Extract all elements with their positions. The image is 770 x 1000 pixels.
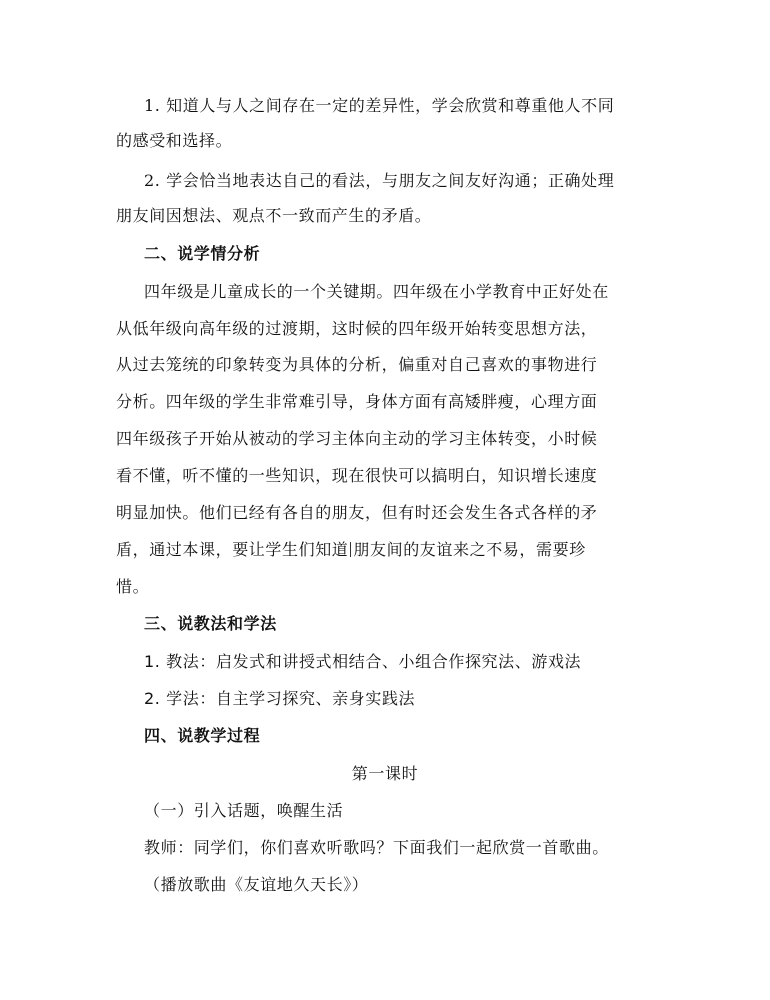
paragraph-line: 看不懂，听不懂的一些知识，现在很快可以搞明白，知识增长速度 xyxy=(116,466,598,485)
paragraph-line: 从过去笼统的印象转变为具体的分析，偏重对自己喜欢的事物进行 xyxy=(116,355,598,374)
paragraph-line: 分析。四年级的学生非常难引导，身体方面有高矮胖瘦，心理方面 xyxy=(116,392,598,411)
teaching-method-item: 1. 教法：启发式和讲授式相结合、小组合作探究法、游戏法 xyxy=(144,652,582,671)
paragraph-line: 四年级是儿童成长的一个关键期。四年级在小学教育中正好处在 xyxy=(144,282,609,301)
goal-item-2-line-1: 2. 学会恰当地表达自己的看法，与朋友之间友好沟通；正确处理 xyxy=(144,171,615,190)
paragraph-line: 从低年级向高年级的过渡期，这时候的四年级开始转变思想方法， xyxy=(116,319,598,338)
paragraph-line: 四年级孩子开始从被动的学习主体向主动的学习主体转变，小时候 xyxy=(116,429,598,448)
song-note: （播放歌曲《友谊地久天长》） xyxy=(144,875,369,894)
learning-method-item: 2. 学法：自主学习探究、亲身实践法 xyxy=(144,689,416,708)
lesson-title: 第一课时 xyxy=(351,764,419,783)
goal-item-2-line-2: 朋友间因想法、观点不一致而产生的矛盾。 xyxy=(116,206,432,225)
teacher-dialogue: 教师：同学们，你们喜欢听歌吗？下面我们一起欣赏一首歌曲。 xyxy=(144,838,609,857)
goal-item-1-line-2: 的感受和选择。 xyxy=(116,131,233,150)
paragraph-text-before-cursor: 盾，通过本课，要让学生们知道 xyxy=(116,540,349,559)
goal-item-1-line-1: 1. 知道人与人之间存在一定的差异性，学会欣赏和尊重他人不同 xyxy=(144,96,615,115)
step-title: （一）引入话题，唤醒生活 xyxy=(144,801,344,820)
section-heading-learner-analysis: 二、说学情分析 xyxy=(144,244,261,263)
paragraph-line: 惜。 xyxy=(116,577,150,596)
text-cursor xyxy=(350,542,351,557)
section-heading-methods: 三、说教法和学法 xyxy=(144,614,277,633)
paragraph-line-with-cursor[interactable] xyxy=(116,539,586,561)
paragraph-line: 明显加快。他们已经有各自的朋友，但有时还会发生各式各样的矛 xyxy=(116,503,598,522)
section-heading-teaching-process: 四、说教学过程 xyxy=(144,726,261,745)
paragraph-text-after-cursor: 朋友间的友谊来之不易，需要珍 xyxy=(353,540,586,559)
